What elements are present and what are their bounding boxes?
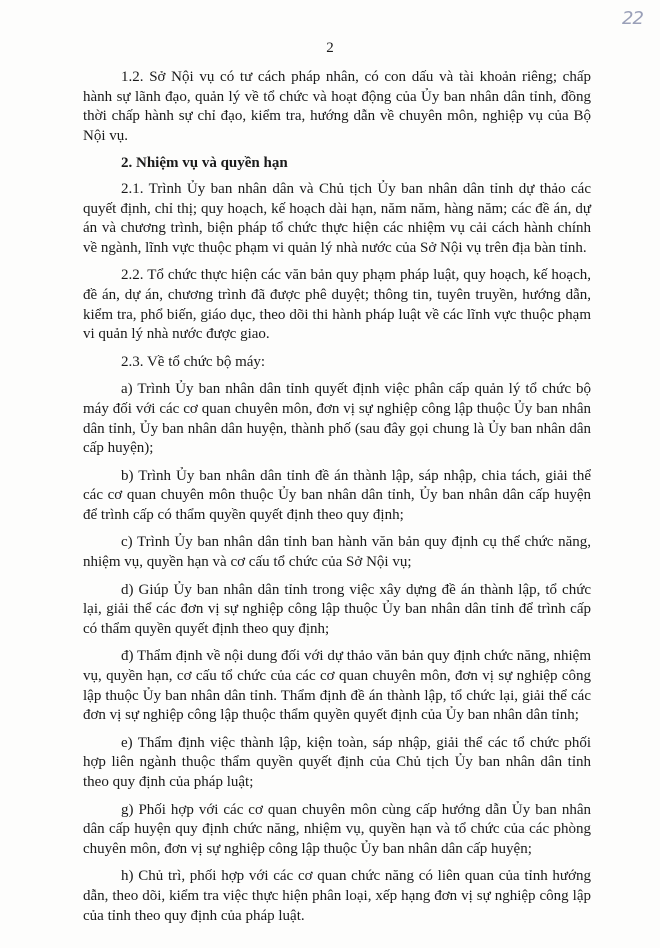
paragraph-2-1: 2.1. Trình Ủy ban nhân dân và Chủ tịch Ủy ban nhân dân tỉnh dự thảo các quyết định, chỉ thị; quy hoạch, kế hoạch dài hạn, năm năm, hàng năm; các đề án, dự án và chương trình, biện pháp tổ chức thực hiện các nhiệm vụ cải cách hành chính về ngành, lĩnh vực thuộc phạm vi quản lý nhà nước của Sở Nội vụ trên địa bàn tỉnh. (83, 180, 591, 256)
document-body (83, 68, 591, 934)
paragraph-2-2: 2.2. Tổ chức thực hiện các văn bản quy phạm pháp luật, quy hoạch, kế hoạch, đề án, dự án, chương trình đã được phê duyệt; thông tin, tuyên truyền, hướng dẫn, kiểm tra, phổ biến, giáo dục, theo dõi thi hành pháp luật về các lĩnh vực thuộc phạm vi quản lý nhà nước được giao. (83, 267, 591, 343)
list-item-e: e) Thẩm định việc thành lập, kiện toàn, sáp nhập, giải thể các tổ chức phối hợp liên ngành thuộc thẩm quyền quyết định của Chủ tịch Ủy ban nhân dân tỉnh theo quy định của pháp luật; (83, 734, 591, 790)
list-item-b: b) Trình Ủy ban nhân dân tỉnh đề án thành lập, sáp nhập, chia tách, giải thể các cơ quan chuyên môn thuộc Ủy ban nhân dân tỉnh, Ủy ban nhân dân cấp huyện để trình cấp có thẩm quyền quyết định theo quy định; (83, 467, 591, 523)
list-item-dd: đ) Thẩm định về nội dung đối với dự thảo văn bản quy định chức năng, nhiệm vụ, quyền hạn, cơ cấu tổ chức của các cơ quan chuyên môn, đơn vị sự nghiệp công lập thuộc Ủy ban nhân dân tỉnh. Thẩm định đề án thành lập, tổ chức lại, giải thể các đơn vị sự nghiệp công lập thuộc thẩm quyền quyết định của Ủy ban nhân dân tỉnh; (83, 648, 591, 724)
list-item-d: d) Giúp Ủy ban nhân dân tỉnh trong việc xây dựng đề án thành lập, tổ chức lại, giải thể các đơn vị sự nghiệp công lập thuộc Ủy ban nhân dân tỉnh để trình cấp có thẩm quyền quyết định theo quy định; (83, 581, 591, 637)
list-item-h: h) Chủ trì, phối hợp với các cơ quan chức năng có liên quan của tỉnh hướng dẫn, theo dõi, kiểm tra việc thực hiện phân loại, xếp hạng đơn vị sự nghiệp công lập của tỉnh theo quy định của pháp luật. (83, 868, 591, 924)
list-item-a: a) Trình Ủy ban nhân dân tỉnh quyết định việc phân cấp quản lý tổ chức bộ máy đối với các cơ quan chuyên môn, đơn vị sự nghiệp công lập thuộc Ủy ban nhân dân tỉnh, Ủy ban nhân dân huyện, thành phố (sau đây gọi chung là Ủy ban nhân dân cấp huyện); (83, 381, 591, 457)
list-item-c: c) Trình Ủy ban nhân dân tỉnh ban hành văn bản quy định cụ thể chức năng, nhiệm vụ, quyền hạn và cơ cấu tổ chức của Sở Nội vụ; (83, 534, 591, 571)
handwritten-page-mark: 22 (622, 8, 643, 29)
section-heading-2: 2. Nhiệm vụ và quyền hạn (121, 155, 288, 172)
page-number: 2 (326, 40, 334, 56)
paragraph-2-3: 2.3. Về tổ chức bộ máy: (121, 353, 266, 370)
paragraph-1-2: 1.2. Sở Nội vụ có tư cách pháp nhân, có con dấu và tài khoản riêng; chấp hành sự lãnh đạo, quản lý về tổ chức và hoạt động của Ủy ban nhân dân tỉnh, đồng thời chấp hành sự chỉ đạo, kiểm tra, hướng dẫn về chuyên môn, nghiệp vụ của Bộ Nội vụ. (83, 69, 591, 144)
list-item-g: g) Phối hợp với các cơ quan chuyên môn cùng cấp hướng dẫn Ủy ban nhân dân cấp huyện quy định chức năng, nhiệm vụ, quyền hạn và tổ chức của các phòng chuyên môn, đơn vị sự nghiệp công lập thuộc Ủy ban nhân dân cấp huyện; (83, 801, 591, 857)
